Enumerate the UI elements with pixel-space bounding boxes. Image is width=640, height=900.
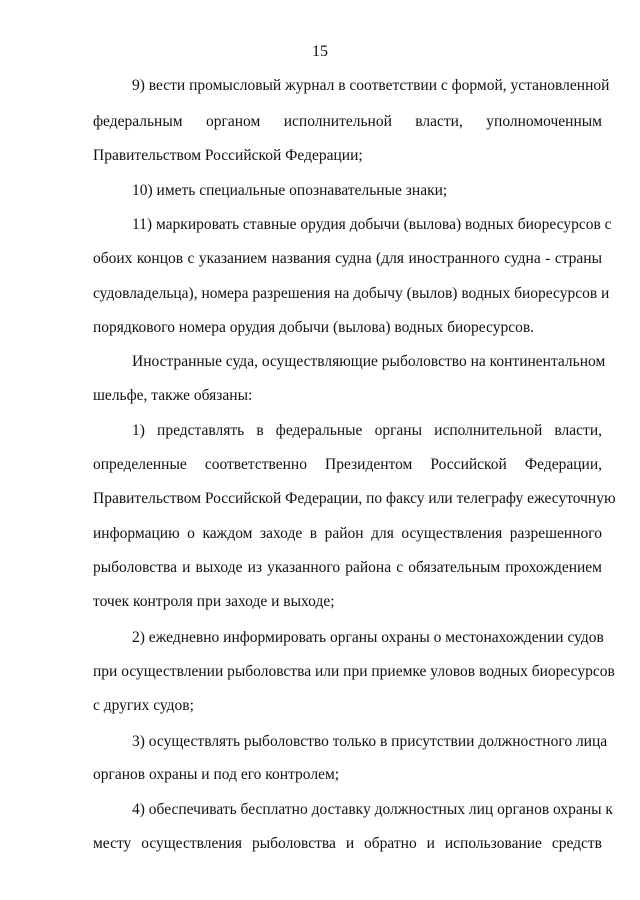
text-line: Правительством Российской Федерации; <box>93 147 363 164</box>
text-line: органов охраны и под его контролем; <box>93 766 340 783</box>
text-line: 4) обеспечивать бесплатно доставку должностных лиц органов охраны к <box>132 801 613 818</box>
text-line: порядкового номера орудия добычи (вылова) водных биоресурсов. <box>93 319 535 336</box>
text-line: обоих концов с указанием названия судна (для иностранного судна - страны <box>93 250 602 267</box>
text-line: шельфе, также обязаны: <box>93 387 253 404</box>
text-line: 11) маркировать ставные орудия добычи (вылова) водных биоресурсов с <box>132 216 612 233</box>
text-line: 2) ежедневно информировать органы охраны о местонахождении судов <box>132 629 604 646</box>
text-line: 1) представлять в федеральные органы исполнительной власти, <box>132 422 602 439</box>
text-line: 3) осуществлять рыболовство только в присутствии должностного лица <box>132 733 608 750</box>
text-line: определенные соответственно Президентом Российской Федерации, <box>93 456 602 473</box>
text-line: рыболовства и выходе из указанного района с обязательным прохождением <box>93 559 602 576</box>
text-line: месту осуществления рыболовства и обратно и использование средств <box>93 835 602 852</box>
text-line: Иностранные суда, осуществляющие рыболовство на континентальном <box>132 353 606 370</box>
text-line: точек контроля при заходе и выходе; <box>93 593 335 610</box>
text-line: судовладельца), номера разрешения на добычу (вылов) водных биоресурсов и <box>93 285 610 302</box>
page-number: 15 <box>312 43 328 60</box>
text-line: Правительством Российской Федерации, по факсу или телеграфу ежесуточную <box>93 490 616 507</box>
text-line: с других судов; <box>93 697 194 714</box>
text-line: федеральным органом исполнительной власти, уполномоченным <box>93 113 602 130</box>
text-line: 10) иметь специальные опознавательные знаки; <box>132 182 448 199</box>
text-line: информацию о каждом заходе в район для осуществления разрешенного <box>93 525 602 542</box>
text-line: при осуществлении рыболовства или при приемке уловов водных биоресурсов <box>93 663 615 680</box>
text-line: 9) вести промысловый журнал в соответствии с формой, установленной <box>132 77 610 94</box>
